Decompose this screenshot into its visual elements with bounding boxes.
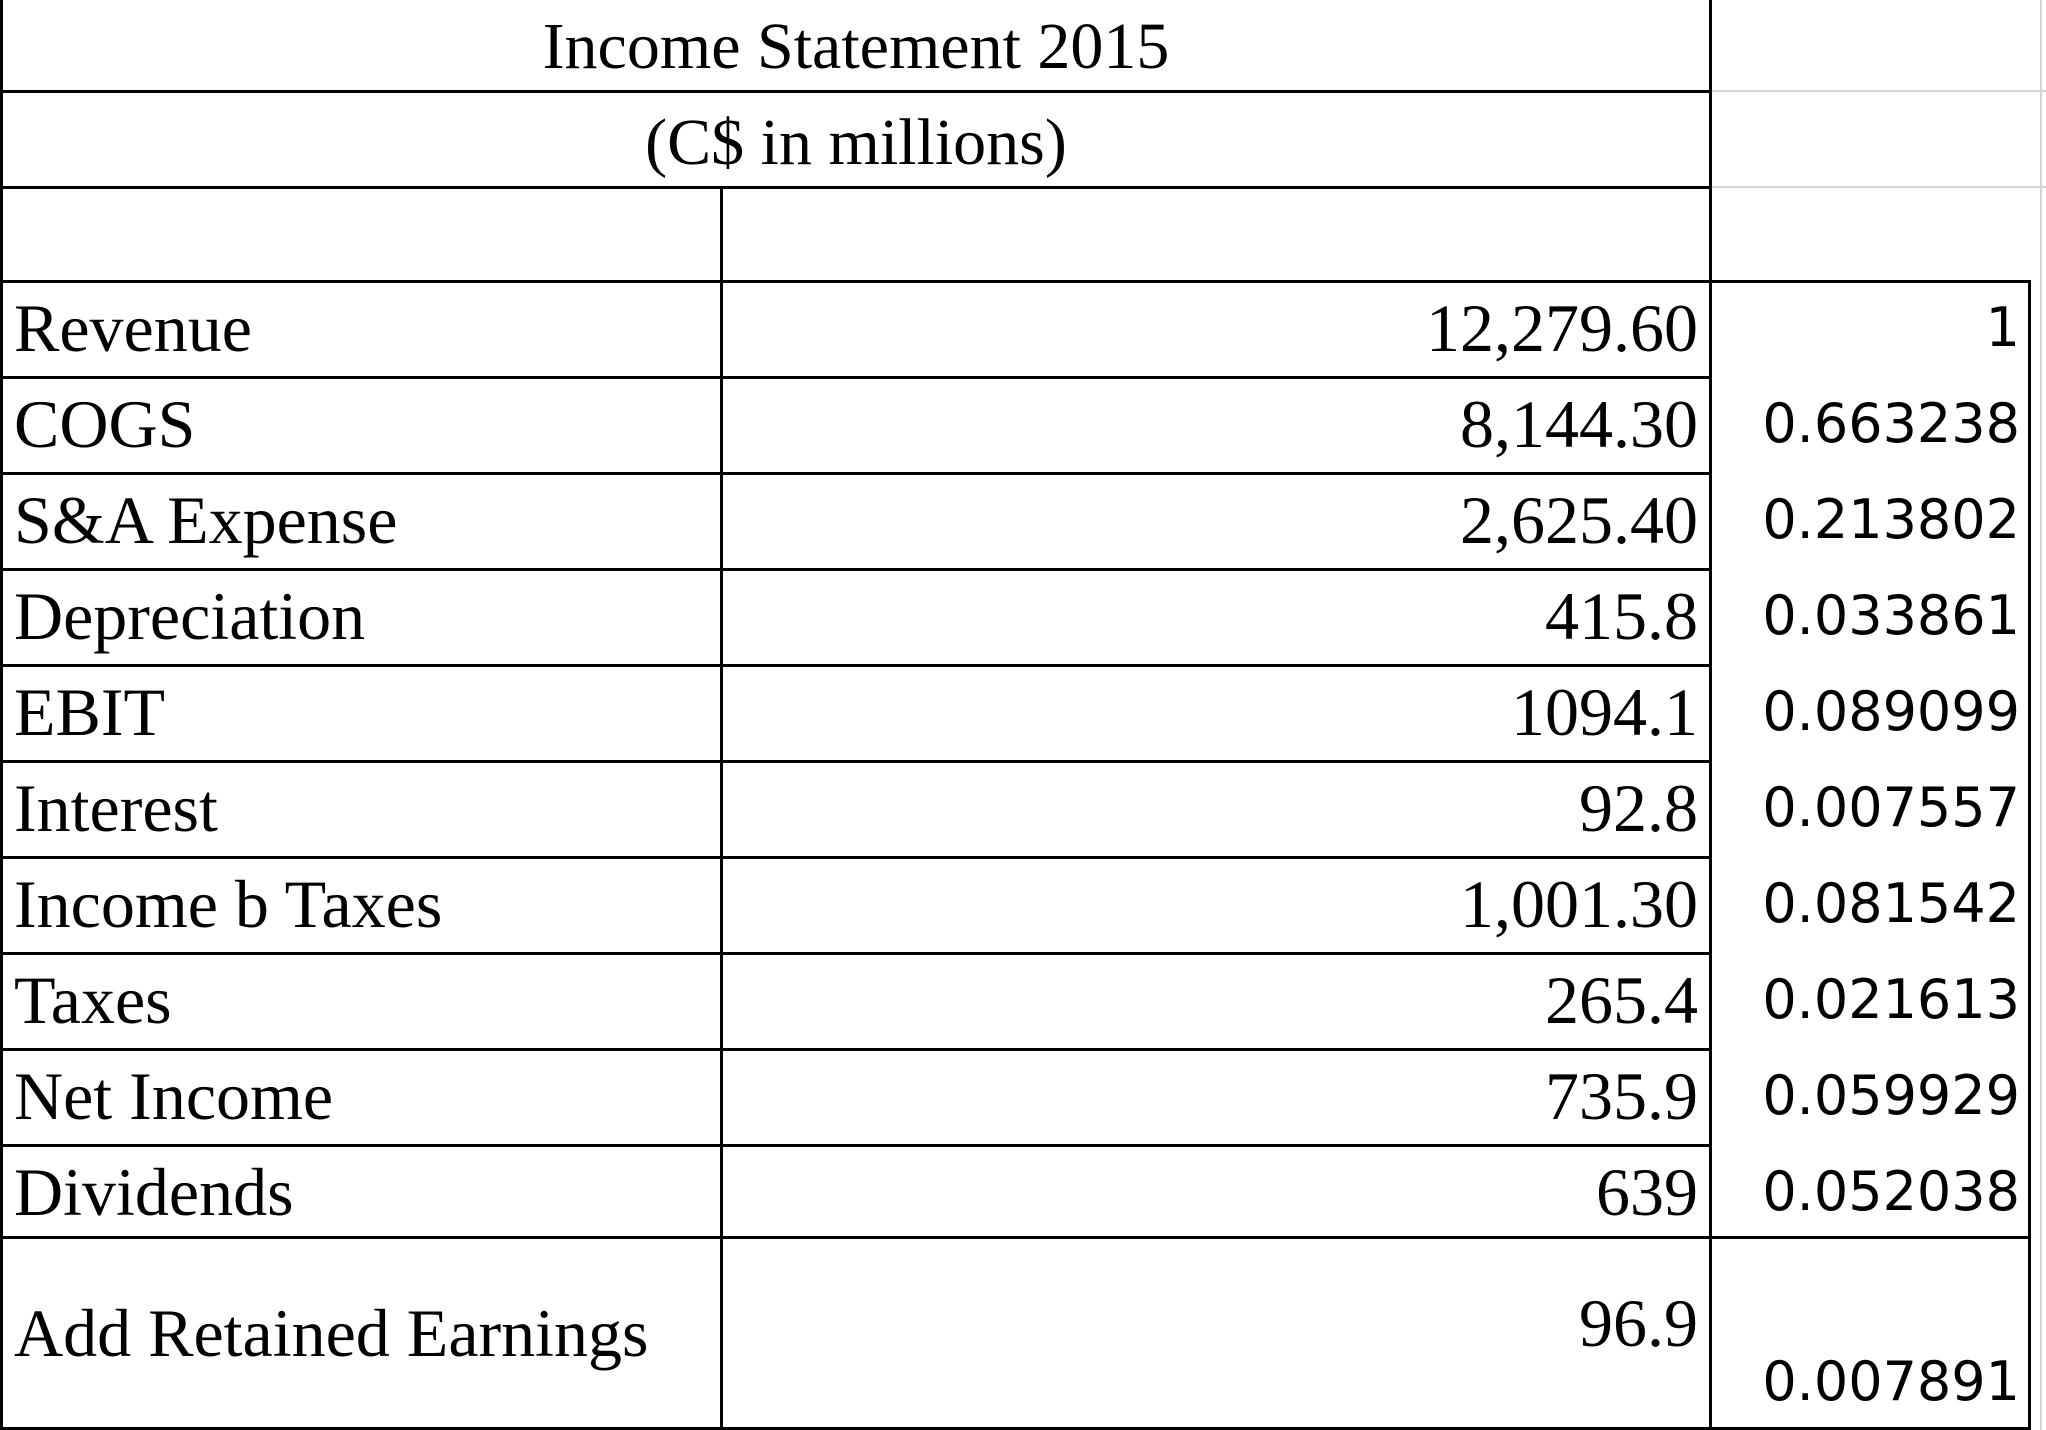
cell-border (0, 568, 1712, 571)
cell-border (0, 280, 1712, 283)
row-ratio[interactable]: 0.213802 (1762, 488, 2020, 551)
cell-border (0, 1144, 1712, 1147)
row-amount[interactable]: 1094.1 (1511, 674, 1698, 750)
row-amount[interactable]: 1,001.30 (1460, 866, 1698, 942)
page-subtitle[interactable]: (C$ in millions) (645, 106, 1067, 179)
cell-border (0, 856, 1712, 859)
cell-border (1709, 0, 1712, 1430)
row-ratio[interactable]: 0.033861 (1762, 584, 2020, 647)
cell-border (2028, 280, 2031, 1430)
row-amount[interactable]: 265.4 (1545, 962, 1698, 1038)
row-label[interactable]: COGS (14, 386, 196, 462)
row-amount[interactable]: 639 (1596, 1154, 1698, 1230)
row-ratio[interactable]: 0.052038 (1762, 1160, 2020, 1223)
row-label[interactable]: S&A Expense (14, 482, 398, 558)
row-label[interactable]: Add Retained Earnings (14, 1295, 649, 1371)
row-ratio[interactable]: 0.021613 (1762, 968, 2020, 1031)
row-ratio[interactable]: 0.007891 (1762, 1350, 2020, 1413)
row-amount[interactable]: 8,144.30 (1460, 386, 1698, 462)
row-label[interactable]: Revenue (14, 290, 252, 366)
gridline (1712, 186, 2046, 188)
row-label[interactable]: Net Income (14, 1058, 334, 1134)
cell-border (720, 186, 723, 1430)
row-label[interactable]: Taxes (14, 962, 172, 1038)
page-title[interactable]: Income Statement 2015 (542, 10, 1170, 83)
row-amount[interactable]: 96.9 (1579, 1285, 1698, 1361)
row-amount[interactable]: 92.8 (1579, 770, 1698, 846)
row-label[interactable]: Interest (14, 770, 218, 846)
row-ratio[interactable]: 1 (1985, 296, 2020, 359)
row-ratio[interactable]: 0.007557 (1762, 776, 2020, 839)
row-ratio[interactable]: 0.663238 (1762, 392, 2020, 455)
cell-border (0, 376, 1712, 379)
cell-border (0, 664, 1712, 667)
cell-border (0, 760, 1712, 763)
row-label[interactable]: Income b Taxes (14, 866, 443, 942)
row-label[interactable]: EBIT (14, 674, 166, 750)
row-amount[interactable]: 12,279.60 (1426, 290, 1698, 366)
cell-border (0, 1236, 1712, 1239)
row-label[interactable]: Dividends (14, 1154, 294, 1230)
cell-border (1709, 1236, 2031, 1239)
gridline (2040, 0, 2042, 1430)
row-ratio[interactable]: 0.089099 (1762, 680, 2020, 743)
gridline (1712, 90, 2046, 92)
cell-border (0, 0, 3, 1430)
row-ratio[interactable]: 0.081542 (1762, 872, 2020, 935)
cell-border (1709, 280, 2031, 283)
row-amount[interactable]: 2,625.40 (1460, 482, 1698, 558)
cell-border (0, 90, 1712, 93)
cell-border (0, 952, 1712, 955)
cell-border (0, 1048, 1712, 1051)
row-label[interactable]: Depreciation (14, 578, 366, 654)
row-amount[interactable]: 735.9 (1545, 1058, 1698, 1134)
cell-border (0, 186, 1712, 189)
row-amount[interactable]: 415.8 (1545, 578, 1698, 654)
cell-border (0, 472, 1712, 475)
row-ratio[interactable]: 0.059929 (1762, 1064, 2020, 1127)
